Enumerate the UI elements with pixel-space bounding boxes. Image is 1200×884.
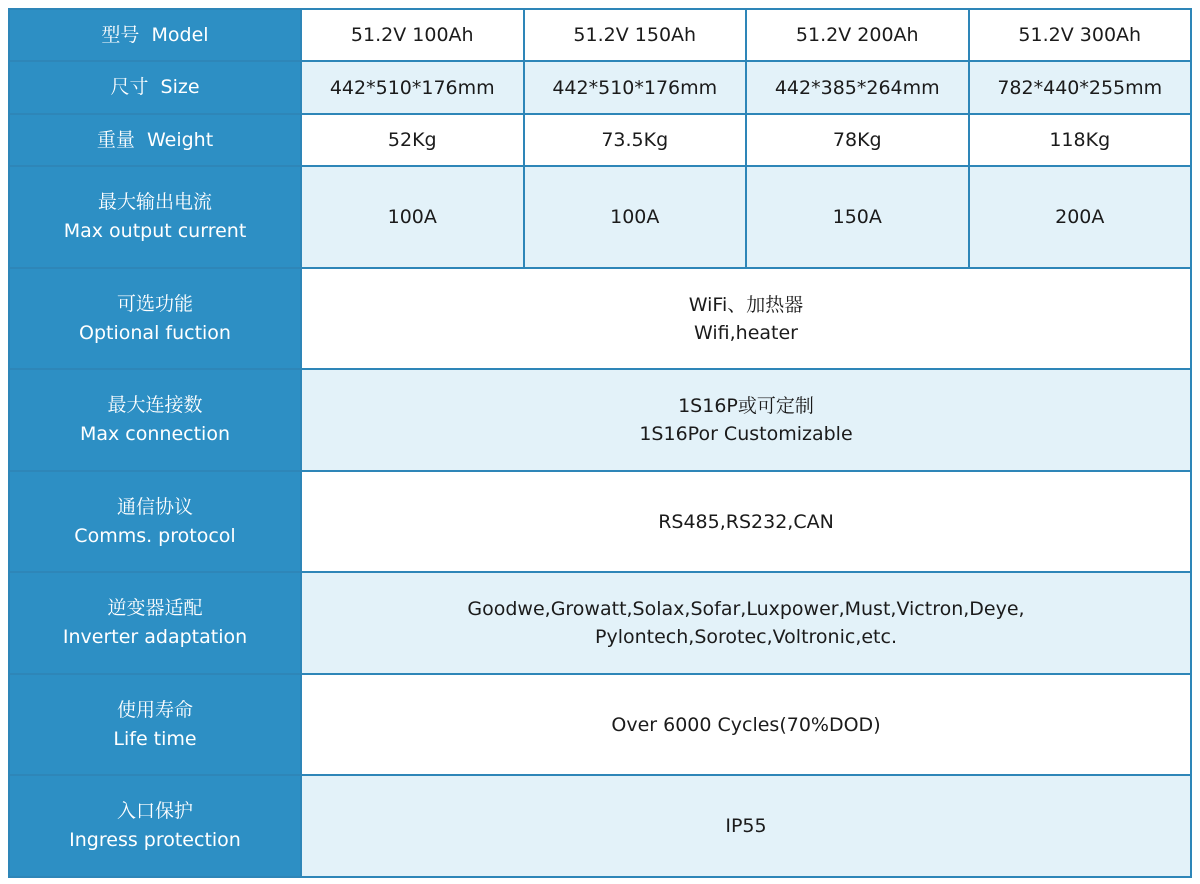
table-row-life [9,674,1191,776]
table-row-inverter [9,572,1191,674]
label-cn: 可选功能 [116,292,193,315]
label-en: Max output current [63,220,247,243]
spec-table [8,8,1192,878]
label-en: Life time [113,727,197,750]
label-en: Ingress protection [69,829,241,852]
label-cn: 最大连接数 [107,394,203,417]
table-row-max-current [9,166,1191,268]
cell-size-1: 442*510*176mm [301,61,524,113]
value-line-2: 1S16Por Customizable [639,423,853,446]
cell-max-current-3: 150A [746,166,969,268]
cell-max-connection [301,369,1191,471]
value-line-1: Goodwe,Growatt,Solax,Sofar,Luxpower,Must,Victron,Deye, [467,598,1025,621]
label-en: Size [160,76,200,99]
label-en: Weight [146,128,214,151]
table-row-max-connection [9,369,1191,471]
cell-max-current-2: 100A [524,166,747,268]
table-row-ingress [9,775,1191,877]
cell-ingress [301,775,1191,877]
cell-inverter [301,572,1191,674]
row-label-max-connection [9,369,301,471]
table-row-model [9,9,1191,61]
row-label-max-current [9,166,301,268]
value-line-1: Over 6000 Cycles(70%DOD) [611,713,881,736]
cell-life [301,674,1191,776]
label-cn: 使用寿命 [116,698,193,721]
cell-weight-3: 78Kg [746,114,969,166]
cell-size-2: 442*510*176mm [524,61,747,113]
row-label-size [9,61,301,113]
cell-model-2: 51.2V 150Ah [524,9,747,61]
value-line-1: IP55 [725,815,767,838]
cell-max-current-1: 100A [301,166,524,268]
label-en: Max connection [79,423,230,446]
label-cn: 重量 [96,128,135,151]
cell-weight-4: 118Kg [969,114,1192,166]
label-cn: 最大输出电流 [97,191,212,214]
spec-sheet [8,8,1192,878]
row-label-life [9,674,301,776]
row-label-optional [9,268,301,370]
value-line-1: 1S16P或可定制 [678,395,814,418]
value-line-1: RS485,RS232,CAN [658,510,834,533]
label-cn: 通信协议 [116,495,193,518]
label-cn: 入口保护 [116,800,193,823]
label-en: Inverter adaptation [62,626,248,649]
value-line-2: Wifi,heater [694,321,798,344]
cell-optional [301,268,1191,370]
label-cn: 型号 [101,23,140,46]
cell-model-1: 51.2V 100Ah [301,9,524,61]
cell-model-3: 51.2V 200Ah [746,9,969,61]
cell-weight-2: 73.5Kg [524,114,747,166]
row-label-ingress [9,775,301,877]
label-en: Comms. protocol [74,524,236,547]
cell-weight-1: 52Kg [301,114,524,166]
table-row-size [9,61,1191,113]
cell-size-4: 782*440*255mm [969,61,1192,113]
cell-comms [301,471,1191,573]
label-en: Model [151,23,209,46]
table-row-weight [9,114,1191,166]
row-label-inverter [9,572,301,674]
row-label-model [9,9,301,61]
label-cn: 逆变器适配 [107,597,203,620]
value-line-1: WiFi、加热器 [688,293,804,316]
cell-max-current-4: 200A [969,166,1192,268]
row-label-comms [9,471,301,573]
cell-model-4: 51.2V 300Ah [969,9,1192,61]
label-en: Optional fuction [79,321,231,344]
label-cn: 尺寸 [110,76,149,99]
table-row-comms [9,471,1191,573]
value-line-2: Pylontech,Sorotec,Voltronic,etc. [595,626,897,649]
row-label-weight [9,114,301,166]
table-row-optional [9,268,1191,370]
cell-size-3: 442*385*264mm [746,61,969,113]
